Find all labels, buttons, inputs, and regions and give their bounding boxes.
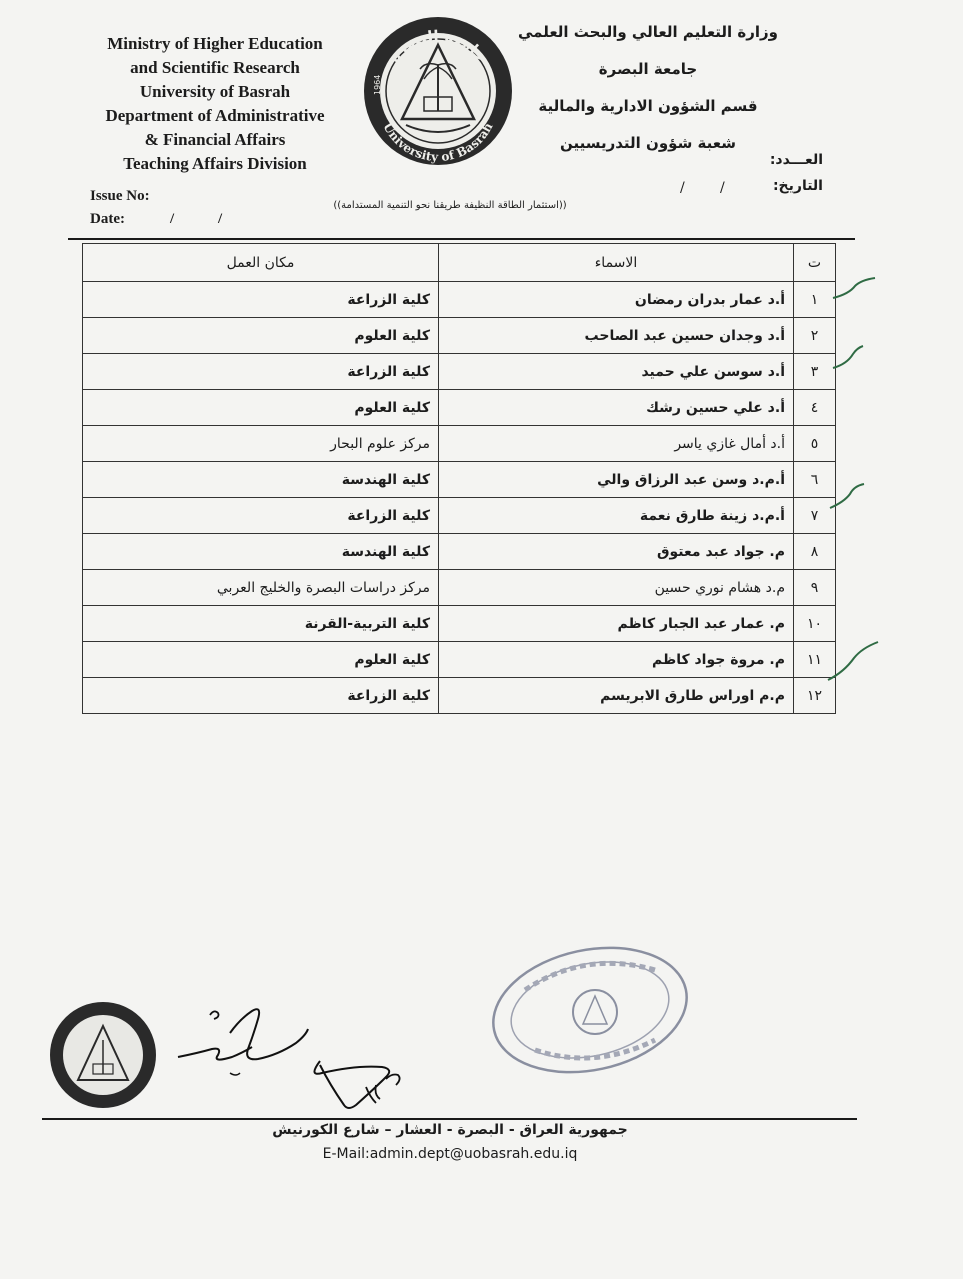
arabic-date-label: التاريخ: bbox=[772, 178, 823, 194]
staff-workplace: كلية العلوم bbox=[83, 390, 439, 426]
staff-name: أ.د وجدان حسين عبد الصاحب bbox=[439, 318, 794, 354]
arabic-header-line: وزارة التعليم العالي والبحث العلمي bbox=[517, 23, 779, 41]
table-row bbox=[83, 498, 836, 534]
staff-workplace: مركز دراسات البصرة والخليج العربي bbox=[83, 570, 439, 606]
column-header-number: ت bbox=[794, 244, 836, 282]
table-row bbox=[83, 354, 836, 390]
seal-year: 1964 bbox=[373, 74, 382, 95]
staff-workplace: كلية الهندسة bbox=[83, 462, 439, 498]
staff-name: م.د هشام نوري حسين bbox=[439, 570, 794, 606]
table-row bbox=[83, 642, 836, 678]
row-number: ١٢ bbox=[794, 678, 836, 714]
row-number: ١٠ bbox=[794, 606, 836, 642]
staff-name: م. عمار عبد الجبار كاظم bbox=[439, 606, 794, 642]
staff-workplace: كلية العلوم bbox=[83, 318, 439, 354]
arabic-header-line: قسم الشؤون الادارية والمالية bbox=[538, 97, 758, 115]
table-body bbox=[83, 282, 836, 714]
english-header-line: Teaching Affairs Division bbox=[123, 154, 307, 173]
staff-workplace: كلية الزراعة bbox=[83, 282, 439, 318]
row-number: ٣ bbox=[794, 354, 836, 390]
row-number: ٧ bbox=[794, 498, 836, 534]
date-field bbox=[90, 211, 223, 228]
slogan: ((استثمار الطاقة النظيفة طريقنا نحو التنمية المستدامة)) bbox=[333, 200, 567, 211]
english-header-line: and Scientific Research bbox=[130, 58, 300, 77]
seal-arabic-text: جامعة البصرة bbox=[385, 26, 491, 66]
table-row bbox=[83, 462, 836, 498]
date-slash: / bbox=[218, 211, 223, 227]
row-number: ١١ bbox=[794, 642, 836, 678]
row-number: ٤ bbox=[794, 390, 836, 426]
english-header-line: Department of Administrative bbox=[105, 106, 325, 125]
staff-workplace: مركز علوم البحار bbox=[83, 426, 439, 462]
table-row bbox=[83, 606, 836, 642]
date-slash: / bbox=[170, 211, 175, 227]
footer-email: E-Mail:admin.dept@uobasrah.edu.iq bbox=[322, 1146, 578, 1162]
staff-name: م.م اوراس طارق الابريسم bbox=[439, 678, 794, 714]
staff-workplace: كلية التربية-القرنة bbox=[83, 606, 439, 642]
table-row bbox=[83, 426, 836, 462]
staff-workplace: كلية الزراعة bbox=[83, 498, 439, 534]
check-mark-icon bbox=[833, 346, 863, 368]
staff-name: م. مروة جواد كاظم bbox=[439, 642, 794, 678]
signature bbox=[170, 995, 470, 1120]
date-label: Date: bbox=[90, 211, 125, 227]
column-header-name: الاسماء bbox=[439, 244, 794, 282]
staff-name: أ.د علي حسين رشك bbox=[439, 390, 794, 426]
row-number: ١ bbox=[794, 282, 836, 318]
row-number: ٢ bbox=[794, 318, 836, 354]
table-row bbox=[83, 390, 836, 426]
issue-label: Issue No: bbox=[90, 188, 150, 204]
table-header-row bbox=[83, 244, 836, 282]
footer-divider bbox=[42, 1118, 857, 1120]
english-header-line: & Financial Affairs bbox=[144, 130, 286, 149]
seal-english-text: University of Basrah bbox=[380, 120, 496, 165]
row-number: ٨ bbox=[794, 534, 836, 570]
english-header-line: Ministry of Higher Education bbox=[107, 34, 323, 53]
university-seal-small bbox=[48, 1000, 158, 1110]
date-slash: / bbox=[720, 180, 725, 196]
row-number: ٦ bbox=[794, 462, 836, 498]
table-row bbox=[83, 318, 836, 354]
arabic-header-line: جامعة البصرة bbox=[598, 60, 698, 78]
date-slash: / bbox=[680, 180, 685, 196]
column-header-workplace: مكان العمل bbox=[83, 244, 439, 282]
staff-name: أ.د عمار بدران رمضان bbox=[439, 282, 794, 318]
staff-name: أ.م.د وسن عبد الرزاق والي bbox=[439, 462, 794, 498]
official-stamp bbox=[485, 940, 695, 1080]
english-header-line: University of Basrah bbox=[139, 82, 291, 101]
arabic-header bbox=[483, 14, 813, 162]
staff-name: أ.م.د زينة طارق نعمة bbox=[439, 498, 794, 534]
staff-workplace: كلية الزراعة bbox=[83, 678, 439, 714]
staff-name: أ.د أمال غازي ياسر bbox=[439, 426, 794, 462]
check-mark-icon bbox=[833, 278, 875, 298]
staff-workplace: كلية الهندسة bbox=[83, 534, 439, 570]
arabic-header-line: شعبة شؤون التدريسيين bbox=[559, 134, 736, 152]
table-row bbox=[83, 282, 836, 318]
table-row bbox=[83, 570, 836, 606]
row-number: ٥ bbox=[794, 426, 836, 462]
staff-name: أ.د سوسن علي حميد bbox=[439, 354, 794, 390]
english-header bbox=[70, 32, 360, 176]
table-row bbox=[83, 678, 836, 714]
footer-address: جمهورية العراق - البصرة - العشار – شارع الكورنيش bbox=[272, 1122, 628, 1138]
staff-workplace: كلية العلوم bbox=[83, 642, 439, 678]
header-divider bbox=[68, 238, 855, 240]
staff-workplace: كلية الزراعة bbox=[83, 354, 439, 390]
row-number: ٩ bbox=[794, 570, 836, 606]
staff-name: م. جواد عبد معتوق bbox=[439, 534, 794, 570]
table-row bbox=[83, 534, 836, 570]
arabic-number-label: العـــدد: bbox=[769, 152, 823, 168]
staff-table bbox=[82, 243, 836, 714]
